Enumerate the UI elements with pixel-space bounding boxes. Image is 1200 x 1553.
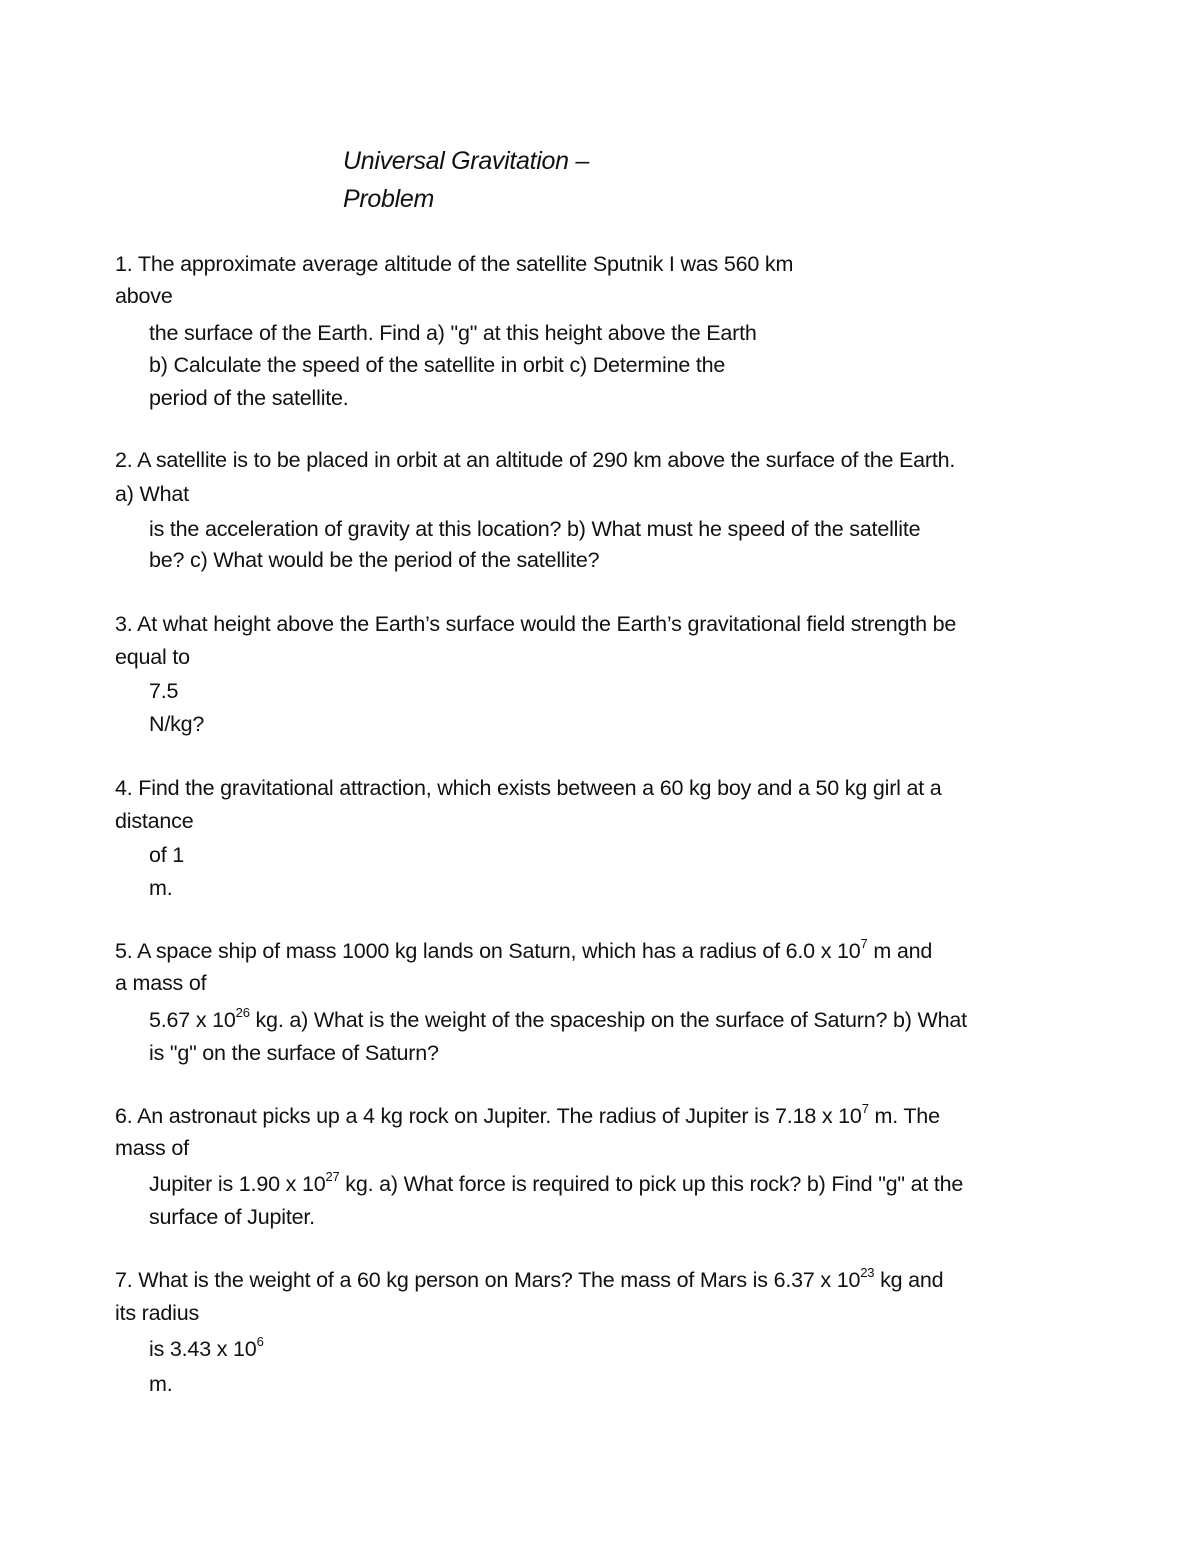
title-line-1: Universal Gravitation – xyxy=(343,147,589,175)
problem-4-line-2: distance xyxy=(115,809,194,833)
problem-3-line-1: 3. At what height above the Earth’s surface would the Earth’s gravitational field strength be xyxy=(115,612,957,636)
problem-6-line-1-tail: m. The xyxy=(868,1104,940,1128)
problem-4-line-3: of 1 xyxy=(149,843,185,867)
problem-6-line-1 xyxy=(115,1101,940,1131)
problem-2-line-2: a) What xyxy=(115,482,189,506)
problem-6-line-3 xyxy=(149,1169,963,1199)
problem-7-line-1-text: 7. What is the weight of a 60 kg person on Mars? The mass of Mars is 6.37 x 10 xyxy=(115,1268,861,1292)
problem-2-line-3: is the acceleration of gravity at this location? b) What must he speed of the satellite xyxy=(149,517,921,541)
exponent: 23 xyxy=(860,1264,875,1280)
problem-6-line-1-text: 6. An astronaut picks up a 4 kg rock on Jupiter. The radius of Jupiter is 7.18 x 10 xyxy=(115,1104,862,1128)
problem-7-line-1 xyxy=(115,1265,943,1295)
title-line-2: Problem xyxy=(343,185,434,213)
problem-5-line-3-tail: kg. a) What is the weight of the spaceship on the surface of Saturn? b) What xyxy=(249,1008,967,1032)
problem-1-line-3: the surface of the Earth. Find a) "g" at this height above the Earth xyxy=(149,321,757,345)
problem-3-line-3: 7.5 xyxy=(149,679,179,703)
problem-2-line-1: 2. A satellite is to be placed in orbit at an altitude of 290 km above the surface of the Earth. xyxy=(115,448,956,472)
problem-6-line-3-tail: kg. a) What force is required to pick up this rock? b) Find "g" at the xyxy=(339,1172,964,1196)
problem-1-line-4: b) Calculate the speed of the satellite in orbit c) Determine the xyxy=(149,353,726,377)
problem-3-line-4: N/kg? xyxy=(149,712,205,736)
problem-5-line-1 xyxy=(115,936,932,966)
problem-7-line-2: its radius xyxy=(115,1301,200,1325)
exponent: 6 xyxy=(256,1333,264,1349)
problem-1-line-2: above xyxy=(115,284,173,308)
exponent: 7 xyxy=(861,1100,869,1116)
document-title xyxy=(343,142,589,218)
problem-7-line-4: m. xyxy=(149,1372,173,1396)
problem-5-line-4: is "g" on the surface of Saturn? xyxy=(149,1041,439,1065)
problem-3-line-2: equal to xyxy=(115,645,190,669)
problem-4-line-1: 4. Find the gravitational attraction, which exists between a 60 kg boy and a 50 kg girl at a xyxy=(115,776,942,800)
problem-5-line-2: a mass of xyxy=(115,971,207,995)
problem-5-line-1-tail: m and xyxy=(867,939,933,963)
exponent: 27 xyxy=(325,1168,340,1184)
exponent: 26 xyxy=(235,1004,250,1020)
problem-6-line-4: surface of Jupiter. xyxy=(149,1205,315,1229)
problem-7-line-3 xyxy=(149,1334,264,1364)
problem-1-line-1: 1. The approximate average altitude of the satellite Sputnik I was 560 km xyxy=(115,252,794,276)
problem-4-line-4: m. xyxy=(149,876,173,900)
problem-1-line-5: period of the satellite. xyxy=(149,386,349,410)
problem-6-line-3-text: Jupiter is 1.90 x 10 xyxy=(149,1172,326,1196)
problem-6-line-2: mass of xyxy=(115,1136,189,1160)
problem-7-line-1-tail: kg and xyxy=(874,1268,944,1292)
problem-5-line-1-text: 5. A space ship of mass 1000 kg lands on Saturn, which has a radius of 6.0 x 10 xyxy=(115,939,861,963)
problem-2-line-4: be? c) What would be the period of the satellite? xyxy=(149,548,600,572)
problem-7-line-3-text: is 3.43 x 10 xyxy=(149,1337,257,1361)
problem-5-line-3-text: 5.67 x 10 xyxy=(149,1008,236,1032)
problem-5-line-3 xyxy=(149,1005,967,1035)
exponent: 7 xyxy=(860,935,868,951)
